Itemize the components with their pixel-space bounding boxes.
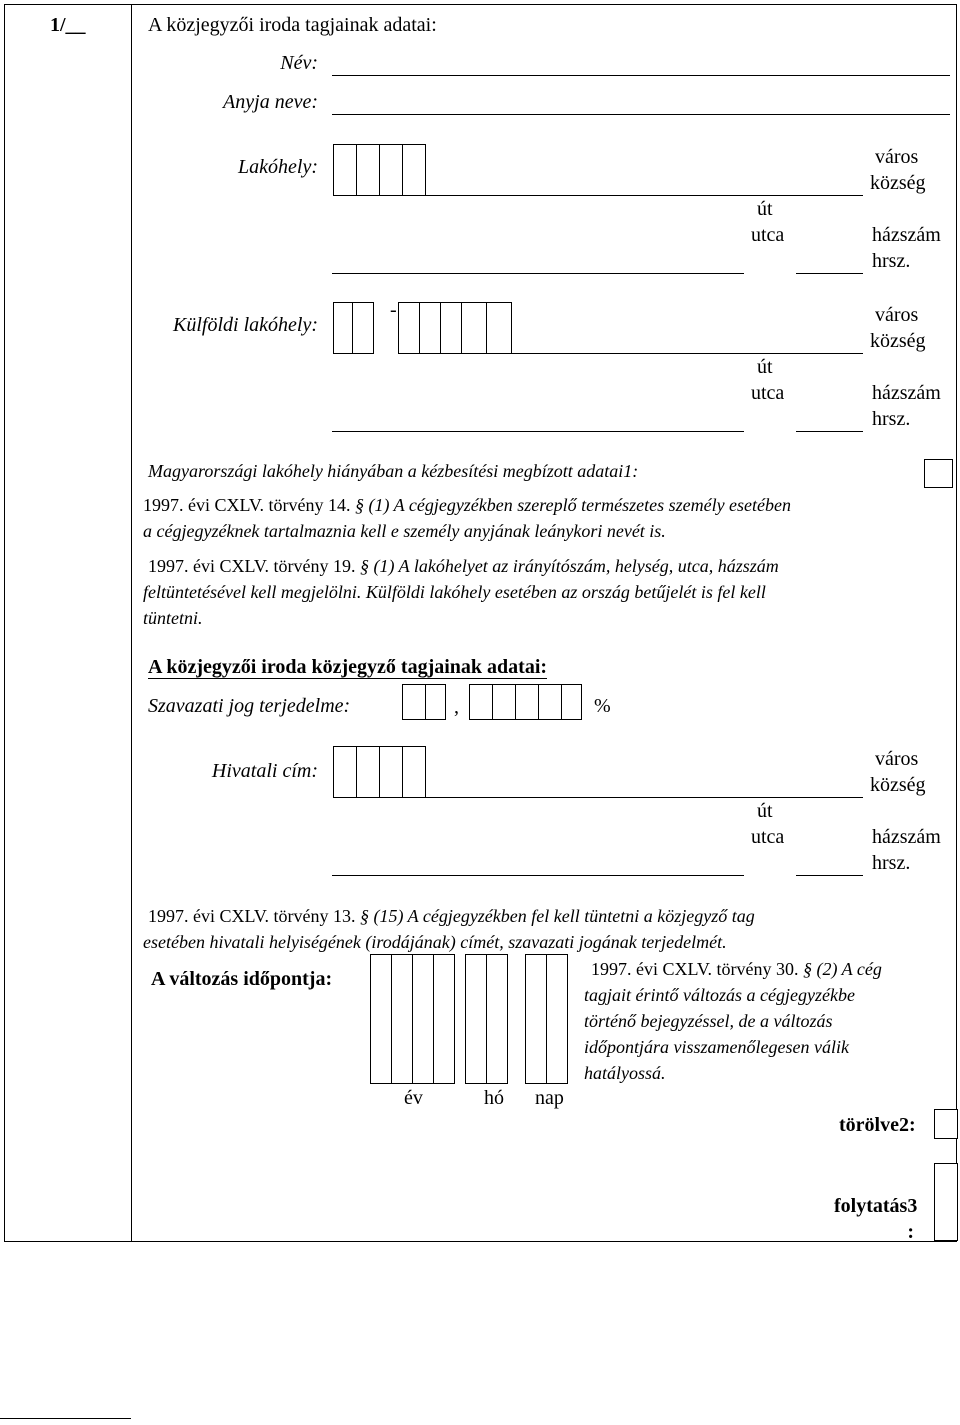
residence-lot-label: hrsz. <box>872 250 911 272</box>
vote-decimal-digit-2[interactable] <box>492 684 516 720</box>
vote-share-label: Szavazati jog terjedelme: <box>148 695 351 717</box>
change-date-label: A változás időpontja: <box>151 968 333 990</box>
office-street-label: utca <box>751 826 785 848</box>
law-13-text-1: (15) A cégjegyzékben fel kell tüntetni a közjegyző tag <box>369 906 755 926</box>
vote-decimal-digit-1[interactable] <box>469 684 493 720</box>
office-city-label: város <box>875 748 919 770</box>
foreign-zip-digit-3[interactable] <box>440 302 462 354</box>
continued-checkbox[interactable] <box>934 1163 958 1241</box>
office-address-label: Hivatali cím: <box>211 760 318 782</box>
law-19-text-1: (1) A lakóhelyet az irányítószám, helység, utca, házszám <box>369 556 779 576</box>
law-30-text-1: (2) A cég <box>812 959 882 979</box>
foreign-zip-digit-5[interactable] <box>486 302 512 354</box>
foreign-zip-digit-1[interactable] <box>398 302 420 354</box>
office-city-field[interactable] <box>426 797 863 798</box>
residence-zip-digit-2[interactable] <box>356 144 380 196</box>
residence-city-field[interactable] <box>426 195 863 196</box>
vote-integer-digit-1[interactable] <box>402 684 426 720</box>
name-field[interactable] <box>332 75 950 76</box>
foreign-housenumber-field[interactable] <box>796 431 863 432</box>
law-13-text-2: esetében hivatali helyiségének (irodájának) címét, szavazati jogának terjedelmét. <box>143 932 727 952</box>
day-digit-1[interactable] <box>525 954 547 1084</box>
section-number: 1/__ <box>50 14 86 36</box>
office-street-field[interactable] <box>332 875 744 876</box>
office-housenumber-field[interactable] <box>796 875 863 876</box>
foreign-street-field[interactable] <box>332 431 744 432</box>
day-digit-2[interactable] <box>546 954 568 1084</box>
year-digit-1[interactable] <box>370 954 392 1084</box>
law-30-ref: 1997. évi CXLV. törvény 30. <box>591 959 799 979</box>
foreign-residence-label: Külföldi lakóhely: <box>173 314 318 336</box>
residence-housenumber-field[interactable] <box>796 273 863 274</box>
year-digit-4[interactable] <box>433 954 455 1084</box>
month-label: hó <box>484 1087 504 1109</box>
law-14-text-2: a cégjegyzéknek tartalmaznia kell e személy anyjának leánykori nevét is. <box>143 521 666 541</box>
law-30-text-2: tagjait érintő változás a cégjegyzékbe <box>584 985 855 1005</box>
mother-name-label: Anyja neve: <box>223 91 318 113</box>
vote-decimal-digit-4[interactable] <box>538 684 562 720</box>
vote-integer-digit-2[interactable] <box>425 684 446 720</box>
law-14-paragraph <box>143 492 791 544</box>
section-symbol: § <box>355 495 365 515</box>
law-19-paragraph <box>143 553 779 631</box>
office-road-label: út <box>757 800 773 822</box>
country-code-dash: - <box>390 299 397 321</box>
foreign-zip-digit-2[interactable] <box>419 302 441 354</box>
foreign-zip-digit-4[interactable] <box>461 302 487 354</box>
section-symbol: § <box>803 959 813 979</box>
foreign-city-label: város <box>875 304 919 326</box>
frame-divider <box>131 4 132 1241</box>
law-30-text-4: időpontjára visszamenőlegesen válik <box>584 1037 849 1057</box>
foreign-lot-label: hrsz. <box>872 408 911 430</box>
office-zip-digit-3[interactable] <box>379 746 403 798</box>
office-housenumber-label: házszám <box>872 826 941 848</box>
country-code-digit-1[interactable] <box>333 302 353 354</box>
vote-decimal-digit-5[interactable] <box>561 684 582 720</box>
law-14-ref: 1997. évi CXLV. törvény 14. <box>143 495 351 515</box>
law-30-paragraph <box>584 956 882 1086</box>
section2-heading: A közjegyzői iroda közjegyző tagjainak adatai: <box>148 656 548 678</box>
page-heading: A közjegyzői iroda tagjainak adatai: <box>148 14 437 36</box>
day-label: nap <box>535 1087 564 1109</box>
year-digit-3[interactable] <box>412 954 434 1084</box>
country-code-digit-2[interactable] <box>352 302 374 354</box>
agent-notice: Magyarországi lakóhely hiányában a kézbesítési megbízott adatai1: <box>148 461 639 481</box>
office-zip-digit-2[interactable] <box>356 746 380 798</box>
name-label: Név: <box>280 52 318 74</box>
residence-label: Lakóhely: <box>238 156 318 178</box>
deleted-checkbox[interactable] <box>934 1109 958 1139</box>
residence-housenumber-label: házszám <box>872 224 941 246</box>
foreign-village-label: község <box>870 330 926 352</box>
foreign-city-field[interactable] <box>512 353 863 354</box>
footnote-separator <box>0 1418 131 1419</box>
month-digit-2[interactable] <box>486 954 508 1084</box>
residence-zip-digit-3[interactable] <box>379 144 403 196</box>
law-30-text-5: hatályossá. <box>584 1063 666 1083</box>
agent-checkbox[interactable] <box>924 459 953 488</box>
vote-percent: % <box>594 695 611 717</box>
foreign-road-label: út <box>757 356 773 378</box>
residence-city-label: város <box>875 146 919 168</box>
residence-street-field[interactable] <box>332 273 744 274</box>
law-19-ref: 1997. évi CXLV. törvény 19. <box>148 556 356 576</box>
law-13-ref: 1997. évi CXLV. törvény 13. <box>148 906 356 926</box>
mother-name-field[interactable] <box>332 114 950 115</box>
residence-zip-digit-1[interactable] <box>333 144 357 196</box>
section-symbol: § <box>360 556 370 576</box>
office-zip-digit-4[interactable] <box>402 746 426 798</box>
vote-decimal-digit-3[interactable] <box>515 684 539 720</box>
foreign-street-label: utca <box>751 382 785 404</box>
law-14-text-1: (1) A cégjegyzékben szereplő természetes személy esetében <box>364 495 792 515</box>
vote-comma: , <box>454 696 459 718</box>
office-village-label: község <box>870 774 926 796</box>
law-30-text-3: történő bejegyzéssel, de a változás <box>584 1011 833 1031</box>
residence-zip-digit-4[interactable] <box>402 144 426 196</box>
foreign-housenumber-label: házszám <box>872 382 941 404</box>
office-zip-digit-1[interactable] <box>333 746 357 798</box>
year-digit-2[interactable] <box>391 954 413 1084</box>
month-digit-1[interactable] <box>465 954 487 1084</box>
year-label: év <box>404 1087 423 1109</box>
office-lot-label: hrsz. <box>872 852 911 874</box>
law-13-paragraph <box>143 903 755 955</box>
law-19-text-3: tüntetni. <box>143 608 203 628</box>
section-symbol: § <box>360 906 370 926</box>
residence-village-label: község <box>870 172 926 194</box>
continued-label: folytatás3 : <box>834 1195 918 1243</box>
residence-street-label: utca <box>751 224 785 246</box>
law-19-text-2: feltüntetésével kell megjelölni. Külföldi lakóhely esetében az ország betűjelét is fel kell <box>143 582 766 602</box>
residence-road-label: út <box>757 198 773 220</box>
deleted-label: törölve2: <box>839 1114 916 1136</box>
